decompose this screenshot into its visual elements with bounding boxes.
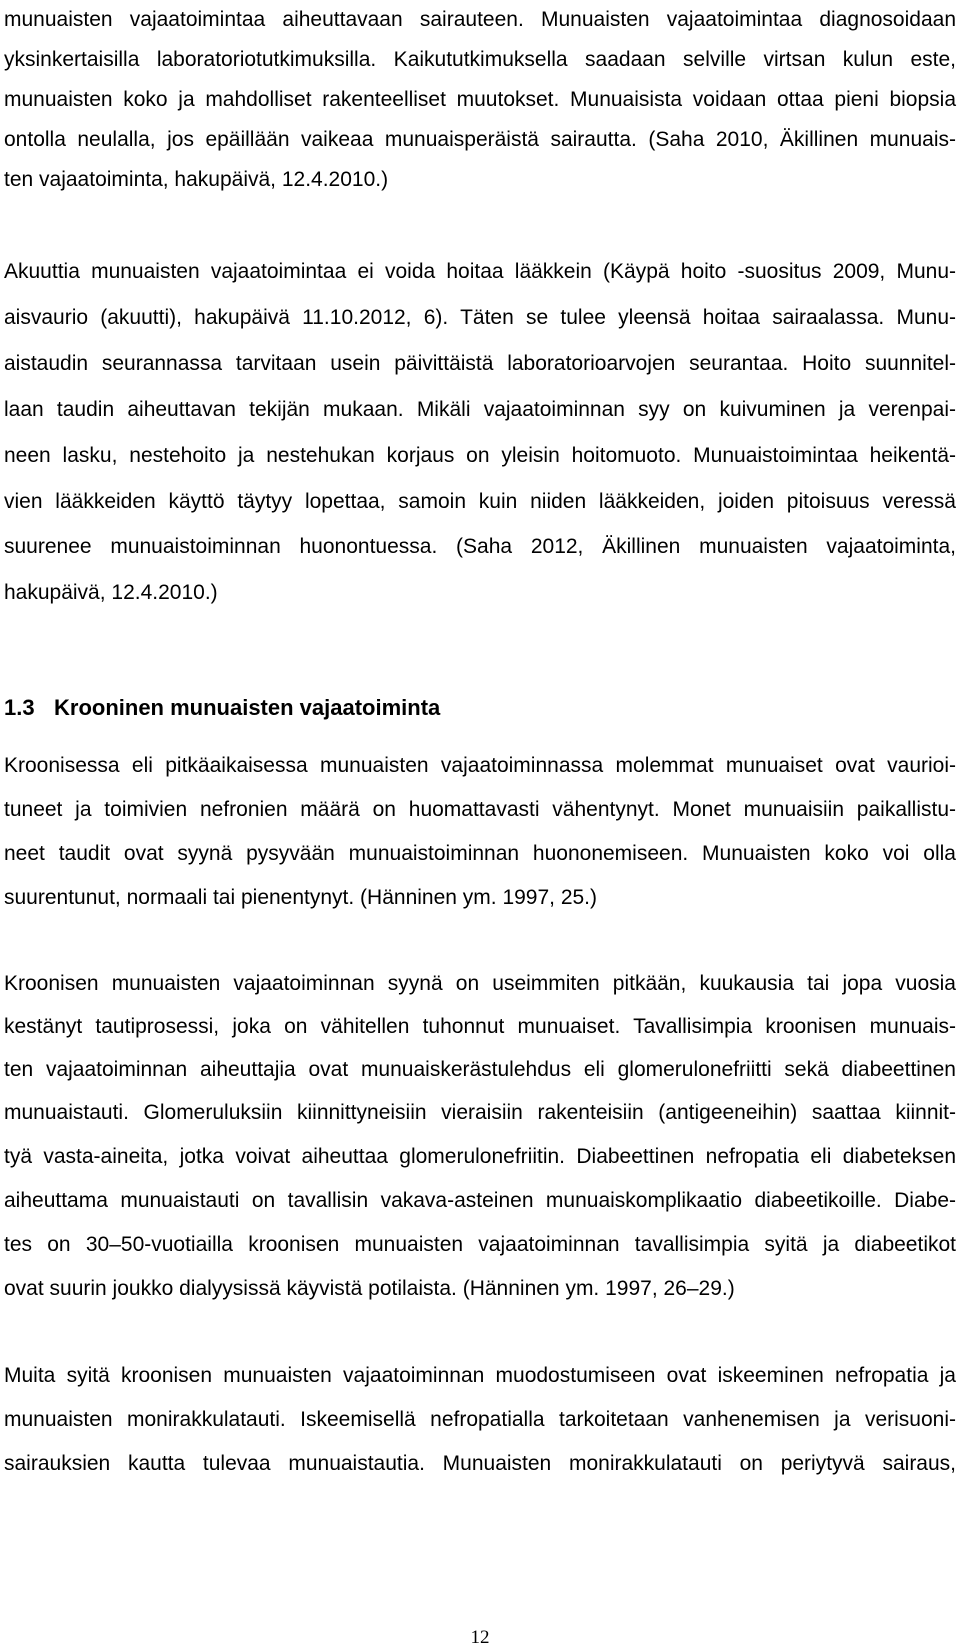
- text-line: ten vajaatoiminta, hakupäivä, 12.4.2010.): [4, 168, 389, 191]
- text-line: Kroonisen munuaisten vajaatoiminnan syynä on useimmiten pitkään, kuukausia tai jopa vuosia: [4, 972, 956, 995]
- text-line: kestänyt tautiprosessi, joka on vähitellen tuhonnut munuaiset. Tavallisimpia kroonisen munuais-: [4, 1015, 956, 1038]
- text-line: ontolla neulalla, jos epäillään vaikeaa munuaisperäistä sairautta. (Saha 2010, Äkillinen munuais-: [4, 128, 956, 151]
- section-number: 1.3: [4, 695, 35, 720]
- text-line: munuaisten koko ja mahdolliset rakenteelliset muutokset. Munuaisista voidaan ottaa pieni biopsia: [4, 88, 956, 111]
- text-line: aiheuttama munuaistauti on tavallisin vakava-asteinen munuaiskomplikaatio diabeetikoille. Diabe-: [4, 1189, 956, 1212]
- text-line: munuaisten monirakkulatauti. Iskeemisellä nefropatialla tarkoitetaan vanhenemisen ja verisuoni-: [4, 1408, 956, 1431]
- text-line: neen lasku, nestehoito ja nestehukan korjaus on yleisin hoitomuoto. Munuaistoimintaa heikentä-: [4, 444, 956, 467]
- text-line: suurenee munuaistoiminnan huonontuessa. (Saha 2012, Äkillinen munuaisten vajaatoiminta,: [4, 535, 956, 558]
- text-line: Muita syitä kroonisen munuaisten vajaatoiminnan muodostumiseen ovat iskeeminen nefropatia ja: [4, 1364, 956, 1387]
- text-line: suurentunut, normaali tai pienentynyt. (Hänninen ym. 1997, 25.): [4, 886, 598, 909]
- text-line: aisvaurio (akuutti), hakupäivä 11.10.2012, 6). Täten se tulee yleensä hoitaa sairaalassa. Munu-: [4, 306, 956, 329]
- text-line: ovat suurin joukko dialyysissä käyvistä potilaista. (Hänninen ym. 1997, 26–29.): [4, 1277, 735, 1300]
- text-line: tuneet ja toimivien nefronien määrä on huomattavasti vähentynyt. Monet munuaisiin paikallistu-: [4, 798, 956, 821]
- text-line: aistaudin seurannassa tarvitaan usein päivittäistä laboratorioarvojen seurantaa. Hoito suunnitel-: [4, 352, 956, 375]
- page-number: 12: [470, 1627, 490, 1648]
- text-line: Kroonisessa eli pitkäaikaisessa munuaisten vajaatoiminnassa molemmat munuaiset ovat vaurioi-: [4, 754, 956, 777]
- text-line: hakupäivä, 12.4.2010.): [4, 581, 218, 604]
- text-line: tes on 30–50-vuotiailla kroonisen munuaisten vajaatoiminnan tavallisimpia syitä ja diabeetikot: [4, 1233, 956, 1256]
- text-line: yksinkertaisilla laboratoriotutkimuksilla. Kaikututkimuksella saadaan selville virtsan kulun este,: [4, 48, 956, 71]
- text-line: Akuuttia munuaisten vajaatoimintaa ei voida hoitaa lääkkein (Käypä hoito -suositus 2009, Munu-: [4, 260, 956, 283]
- text-line: tyä vasta-aineita, jotka voivat aiheuttaa glomerulonefriitin. Diabeettinen nefropatia eli diabeteksen: [4, 1145, 956, 1168]
- text-line: sairauksien kautta tulevaa munuaistautia. Munuaisten monirakkulatauti on periytyvä sairaus,: [4, 1452, 956, 1475]
- text-line: neet taudit ovat syynä pysyvään munuaistoiminnan huononemiseen. Munuaisten koko voi olla: [4, 842, 956, 865]
- section-title: Krooninen munuaisten vajaatoiminta: [54, 695, 441, 720]
- text-line: ten vajaatoiminnan aiheuttajia ovat munuaiskerästulehdus eli glomerulonefriitti sekä diabeettinen: [4, 1058, 956, 1081]
- section-heading: [4, 688, 440, 728]
- text-line: laan taudin aiheuttavan tekijän mukaan. Mikäli vajaatoiminnan syy on kuivuminen ja verenpai-: [4, 398, 956, 421]
- text-line: munuaisten vajaatoimintaa aiheuttavaan sairauteen. Munuaisten vajaatoimintaa diagnosoidaan: [4, 8, 956, 31]
- text-line: munuaistauti. Glomeruluksiin kiinnittyneisiin vieraisiin rakenteisiin (antigeeneihin) saattaa kiinnit-: [4, 1101, 956, 1124]
- text-line: vien lääkkeiden käyttö täytyy lopettaa, samoin kuin niiden lääkkeiden, joiden pitoisuus veressä: [4, 490, 956, 513]
